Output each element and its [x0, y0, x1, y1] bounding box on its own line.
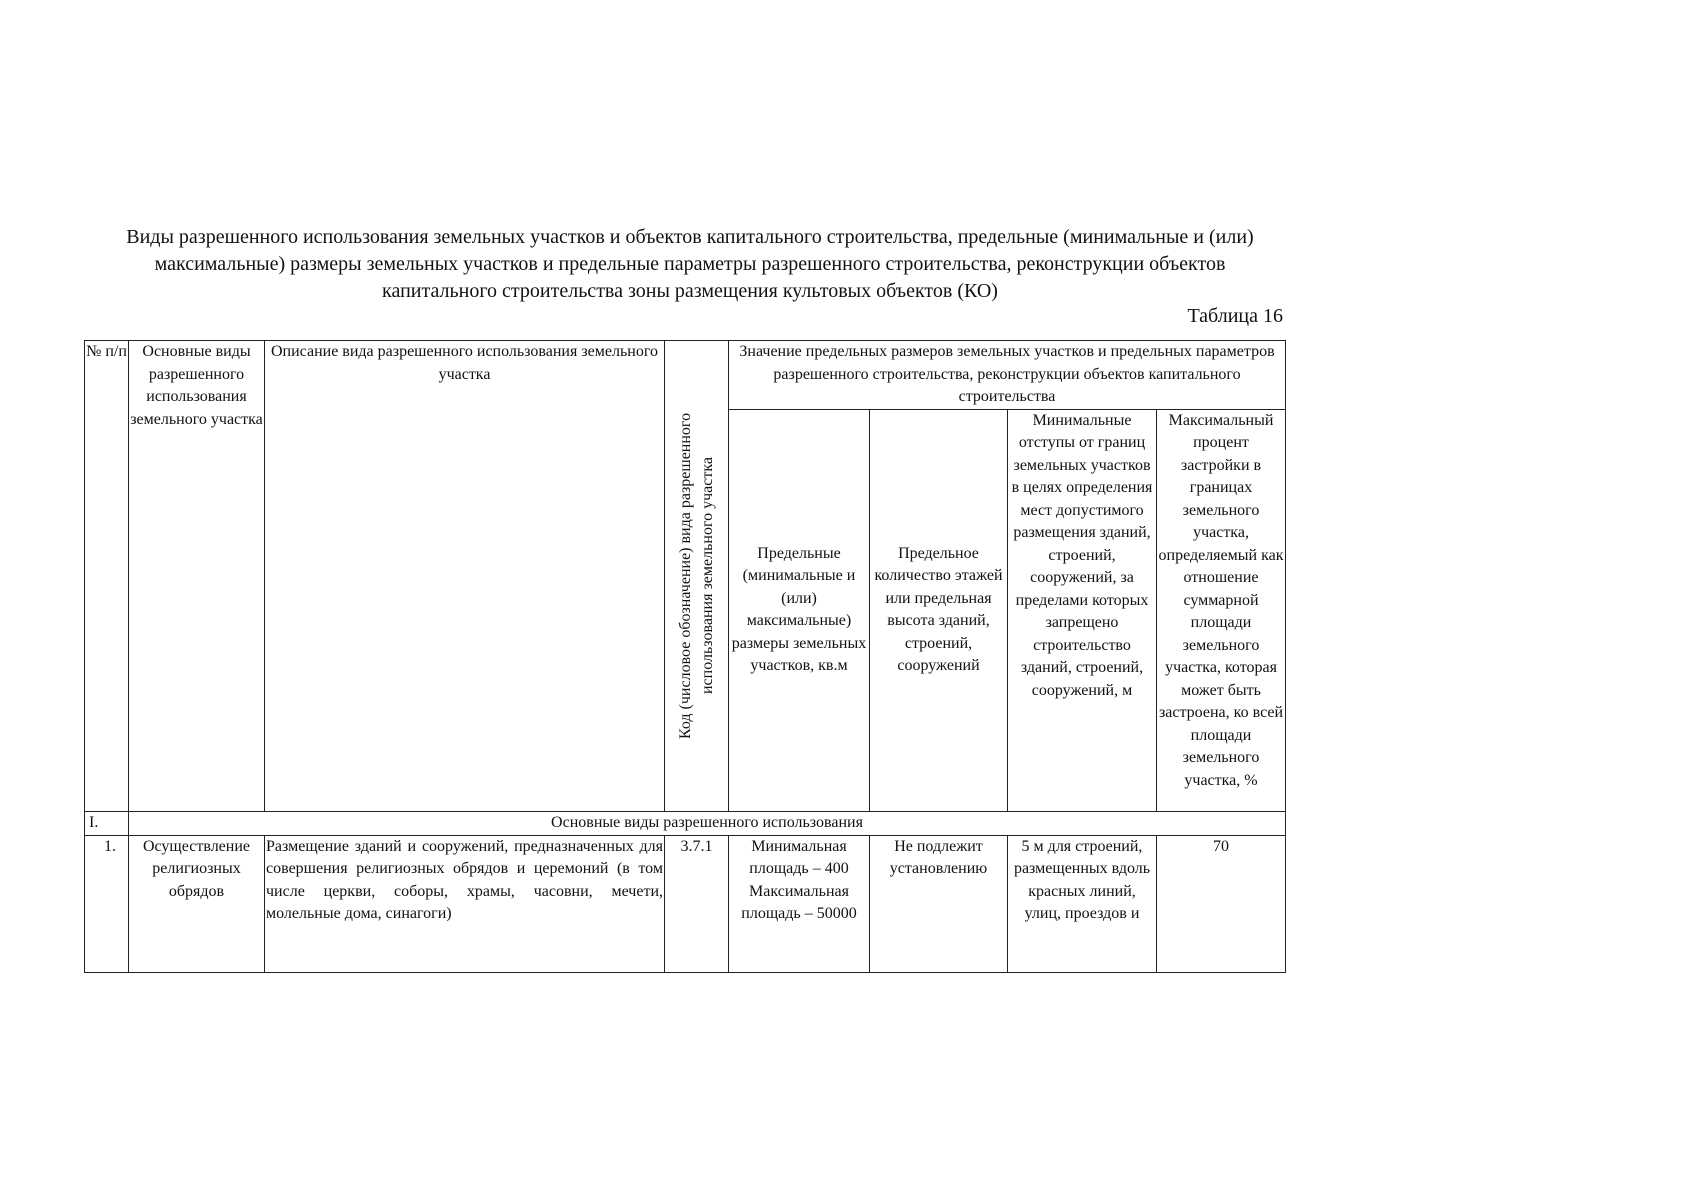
header-num: № п/п	[85, 341, 129, 812]
row-sizes: Минимальная площадь – 400 Максимальная площадь – 50000	[729, 835, 870, 972]
header-code-text: Код (числовое обозначение) вида разрешенного использования земельного участка	[676, 412, 716, 740]
row-description: Размещение зданий и сооружений, предназначенных для совершения религиозных обрядов и церемоний (в том числе церкви, соборы, храмы, часовни, мечети, молельные дома, синагоги)	[265, 835, 665, 972]
header-description: Описание вида разрешенного использования земельного участка	[265, 341, 665, 812]
header-setbacks: Минимальные отступы от границ земельных участков в целях определения мест допустимого размещения зданий, строений, сооружений, за пределами которых запрещено строительство зданий, строений, сооружений, м	[1008, 409, 1157, 812]
header-floors: Предельное количество этажей или предельная высота зданий, строений, сооружений	[870, 409, 1008, 812]
section-row	[85, 812, 1286, 836]
row-num: 1.	[85, 835, 129, 972]
row-code: 3.7.1	[665, 835, 729, 972]
header-main-types: Основные виды разрешенного использования земельного участка	[129, 341, 265, 812]
row-floors: Не подлежит установлению	[870, 835, 1008, 972]
header-code	[665, 341, 729, 812]
section-label: Основные виды разрешенного использования	[129, 812, 1286, 836]
header-row-1	[85, 341, 1286, 410]
header-limits-group: Значение предельных размеров земельных участков и предельных параметров разрешенного строительства, реконструкции объектов капитального строительства	[729, 341, 1286, 410]
row-type: Осуществление религиозных обрядов	[129, 835, 265, 972]
header-sizes: Предельные (минимальные и (или) максимальные) размеры земельных участков, кв.м	[729, 409, 870, 812]
row-coverage: 70	[1157, 835, 1286, 972]
row-setbacks: 5 м для строений, размещенных вдоль красных линий, улиц, проездов и	[1008, 835, 1157, 972]
header-coverage: Максимальный процент застройки в границах земельного участка, определяемый как отношение суммарной площади земельного участка, которая может быть застроена, ко всей площади земельного участка, %	[1157, 409, 1286, 812]
document-title: Виды разрешенного использования земельных участков и объектов капитального строительства, предельные (минимальные и (или) максимальные) размеры земельных участков и предельные параметры разрешенного строительства, реконструкции объектов капитального строительства зоны размещения культовых объектов (КО)	[126, 226, 1254, 302]
regulations-table	[84, 340, 1286, 973]
table-row	[85, 835, 1286, 972]
section-num: I.	[85, 812, 129, 836]
table-caption: Таблица 16	[1187, 305, 1283, 327]
